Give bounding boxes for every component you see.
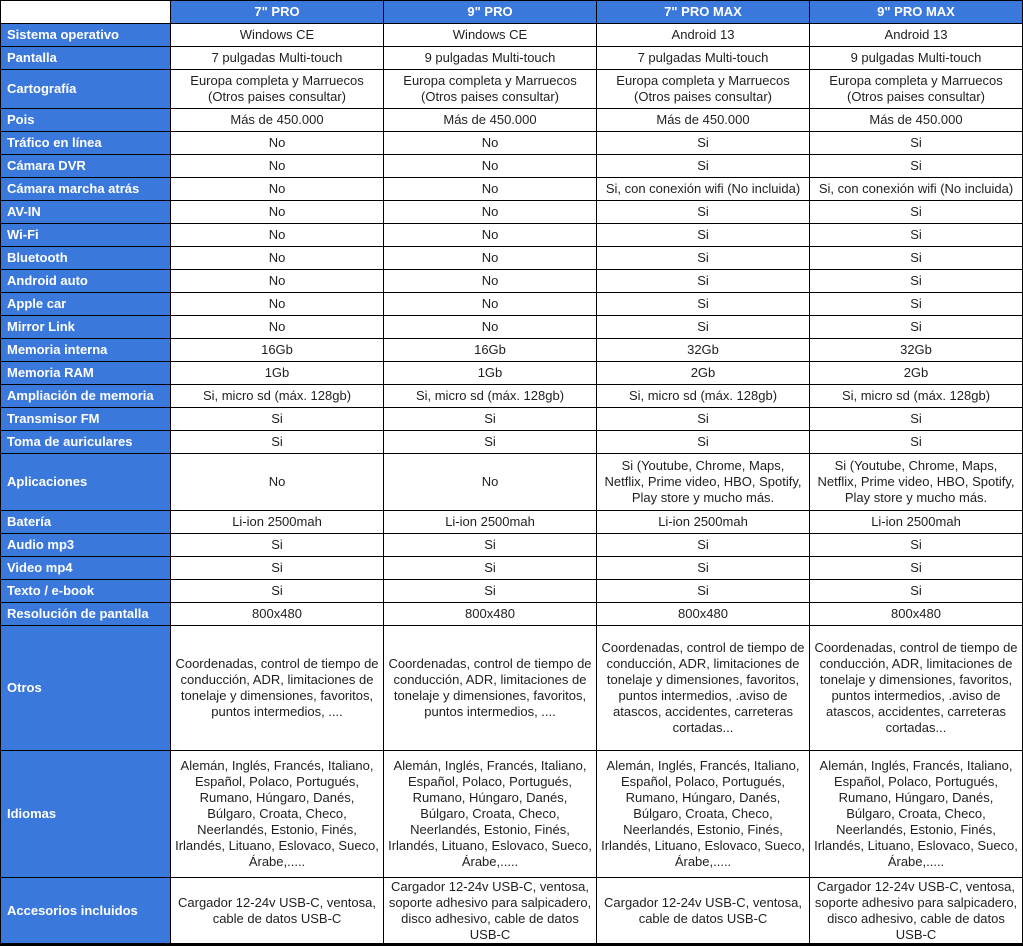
cell: Si, micro sd (máx. 128gb) xyxy=(384,385,597,408)
table-row xyxy=(1,362,1023,385)
table-row xyxy=(1,385,1023,408)
cell: Alemán, Inglés, Francés, Italiano, Español, Polaco, Portugués, Rumano, Húngaro, Danés, Búlgaro, Croata, Checo, Neerlandés, Estonio, Finés, Irlandés, Lituano, Eslovaco, Sueco, Árabe,..... xyxy=(171,751,384,878)
cell: No xyxy=(384,224,597,247)
row-label: Accesorios incluidos xyxy=(1,878,171,945)
table-row xyxy=(1,626,1023,751)
cell: No xyxy=(384,293,597,316)
cell: Si, con conexión wifi (No incluida) xyxy=(810,178,1023,201)
cell: 9 pulgadas Multi-touch xyxy=(810,47,1023,70)
cell: No xyxy=(384,155,597,178)
row-label: Cámara marcha atrás xyxy=(1,178,171,201)
column-header-7-pro-max: 7" PRO MAX xyxy=(597,1,810,24)
row-label: Pois xyxy=(1,109,171,132)
cell: No xyxy=(171,224,384,247)
cell: No xyxy=(171,178,384,201)
cell: Si xyxy=(597,431,810,454)
cell: Coordenadas, control de tiempo de conducción, ADR, limitaciones de tonelaje y dimensiones, favoritos, puntos intermedios, .aviso de atascos, accidentes, carreteras cortadas... xyxy=(810,626,1023,751)
cell: Cargador 12-24v USB-C, ventosa, soporte adhesivo para salpicadero, disco adhesivo, cable de datos USB-C xyxy=(810,878,1023,945)
row-label: Mirror Link xyxy=(1,316,171,339)
cell: 800x480 xyxy=(810,603,1023,626)
cell: No xyxy=(171,132,384,155)
cell: No xyxy=(171,293,384,316)
cell: Si xyxy=(597,408,810,431)
cell: Si xyxy=(810,155,1023,178)
cell: Europa completa y Marruecos (Otros paises consultar) xyxy=(384,70,597,109)
cell: Cargador 12-24v USB-C, ventosa, cable de datos USB-C xyxy=(597,878,810,945)
table-row xyxy=(1,511,1023,534)
cell: 800x480 xyxy=(384,603,597,626)
table-row xyxy=(1,247,1023,270)
cell: Si xyxy=(384,408,597,431)
table-row xyxy=(1,878,1023,945)
cell: 1Gb xyxy=(384,362,597,385)
cell: Si xyxy=(810,293,1023,316)
column-header-7-pro: 7" PRO xyxy=(171,1,384,24)
cell: Si xyxy=(810,224,1023,247)
column-header-9-pro-max: 9" PRO MAX xyxy=(810,1,1023,24)
table-row xyxy=(1,603,1023,626)
table-row xyxy=(1,24,1023,47)
cell: 1Gb xyxy=(171,362,384,385)
row-label: Memoria RAM xyxy=(1,362,171,385)
cell: Windows CE xyxy=(171,24,384,47)
cell: No xyxy=(384,247,597,270)
row-label: Audio mp3 xyxy=(1,534,171,557)
table-row xyxy=(1,751,1023,878)
table-row xyxy=(1,293,1023,316)
row-label: Android auto xyxy=(1,270,171,293)
cell: Si xyxy=(384,534,597,557)
cell: Más de 450.000 xyxy=(597,109,810,132)
row-label: Batería xyxy=(1,511,171,534)
table-row xyxy=(1,47,1023,70)
cell: Si xyxy=(171,557,384,580)
cell: Si xyxy=(810,557,1023,580)
cell: Li-ion 2500mah xyxy=(384,511,597,534)
cell: Europa completa y Marruecos (Otros paises consultar) xyxy=(171,70,384,109)
cell: No xyxy=(171,454,384,511)
cell: Si xyxy=(597,270,810,293)
cell: Windows CE xyxy=(384,24,597,47)
cell: Android 13 xyxy=(597,24,810,47)
cell: Si xyxy=(384,580,597,603)
cell: Si xyxy=(597,224,810,247)
row-label: Toma de auriculares xyxy=(1,431,171,454)
table-row xyxy=(1,70,1023,109)
row-label: Pantalla xyxy=(1,47,171,70)
cell: No xyxy=(171,201,384,224)
row-label: Aplicaciones xyxy=(1,454,171,511)
cell: 32Gb xyxy=(810,339,1023,362)
cell: Li-ion 2500mah xyxy=(810,511,1023,534)
cell: Si xyxy=(810,580,1023,603)
cell: Si xyxy=(171,580,384,603)
cell: Cargador 12-24v USB-C, ventosa, soporte adhesivo para salpicadero, disco adhesivo, cable de datos USB-C xyxy=(384,878,597,945)
table-row xyxy=(1,454,1023,511)
cell: Si (Youtube, Chrome, Maps, Netflix, Prime video, HBO, Spotify, Play store y mucho más. xyxy=(810,454,1023,511)
row-label: Memoria interna xyxy=(1,339,171,362)
cell: Li-ion 2500mah xyxy=(171,511,384,534)
cell: Si xyxy=(597,155,810,178)
cell: 32Gb xyxy=(597,339,810,362)
cell: Si xyxy=(597,557,810,580)
cell: Si xyxy=(810,201,1023,224)
cell: Si xyxy=(810,132,1023,155)
cell: Si, con conexión wifi (No incluida) xyxy=(597,178,810,201)
cell: 16Gb xyxy=(171,339,384,362)
cell: Más de 450.000 xyxy=(384,109,597,132)
cell: Si xyxy=(171,534,384,557)
table-row xyxy=(1,339,1023,362)
cell: Si xyxy=(810,534,1023,557)
table-row xyxy=(1,431,1023,454)
cell: Si, micro sd (máx. 128gb) xyxy=(810,385,1023,408)
row-label: Texto / e-book xyxy=(1,580,171,603)
cell: Coordenadas, control de tiempo de conducción, ADR, limitaciones de tonelaje y dimensiones, favoritos, puntos intermedios, .... xyxy=(171,626,384,751)
cell: Si xyxy=(597,316,810,339)
table-row xyxy=(1,534,1023,557)
cell: No xyxy=(171,270,384,293)
cell: Si xyxy=(810,408,1023,431)
cell: Coordenadas, control de tiempo de conducción, ADR, limitaciones de tonelaje y dimensiones, favoritos, puntos intermedios, .aviso de atascos, accidentes, carreteras cortadas... xyxy=(597,626,810,751)
cell: Si xyxy=(810,270,1023,293)
cell: No xyxy=(384,270,597,293)
cell: No xyxy=(384,178,597,201)
cell: 7 pulgadas Multi-touch xyxy=(597,47,810,70)
row-label: Idiomas xyxy=(1,751,171,878)
cell: Si, micro sd (máx. 128gb) xyxy=(171,385,384,408)
cell: Si xyxy=(597,201,810,224)
cell: Si xyxy=(810,247,1023,270)
cell: Si xyxy=(597,247,810,270)
table-row xyxy=(1,316,1023,339)
row-label: Bluetooth xyxy=(1,247,171,270)
cell: Si xyxy=(171,408,384,431)
cell: Coordenadas, control de tiempo de conducción, ADR, limitaciones de tonelaje y dimensiones, favoritos, puntos intermedios, .... xyxy=(384,626,597,751)
cell: Alemán, Inglés, Francés, Italiano, Español, Polaco, Portugués, Rumano, Húngaro, Danés, Búlgaro, Croata, Checo, Neerlandés, Estonio, Finés, Irlandés, Lituano, Eslovaco, Sueco, Árabe,..... xyxy=(597,751,810,878)
row-label: Ampliación de memoria xyxy=(1,385,171,408)
cell: Li-ion 2500mah xyxy=(597,511,810,534)
cell: Más de 450.000 xyxy=(171,109,384,132)
cell: No xyxy=(384,132,597,155)
table-row xyxy=(1,201,1023,224)
row-label: Transmisor FM xyxy=(1,408,171,431)
cell: 2Gb xyxy=(810,362,1023,385)
row-label: AV-IN xyxy=(1,201,171,224)
table-row xyxy=(1,155,1023,178)
cell: Alemán, Inglés, Francés, Italiano, Español, Polaco, Portugués, Rumano, Húngaro, Danés, Búlgaro, Croata, Checo, Neerlandés, Estonio, Finés, Irlandés, Lituano, Eslovaco, Sueco, Árabe,..... xyxy=(810,751,1023,878)
cell: 800x480 xyxy=(171,603,384,626)
cell: 9 pulgadas Multi-touch xyxy=(384,47,597,70)
header-row xyxy=(1,1,1023,24)
cell: Alemán, Inglés, Francés, Italiano, Español, Polaco, Portugués, Rumano, Húngaro, Danés, Búlgaro, Croata, Checo, Neerlandés, Estonio, Finés, Irlandés, Lituano, Eslovaco, Sueco, Árabe,..... xyxy=(384,751,597,878)
cell: Más de 450.000 xyxy=(810,109,1023,132)
table-row xyxy=(1,109,1023,132)
row-label: Wi-Fi xyxy=(1,224,171,247)
cell: Si xyxy=(810,316,1023,339)
cell: No xyxy=(384,316,597,339)
table-row xyxy=(1,132,1023,155)
table-row xyxy=(1,270,1023,293)
cell: No xyxy=(384,454,597,511)
cell: 7 pulgadas Multi-touch xyxy=(171,47,384,70)
cell: Si xyxy=(384,557,597,580)
cell: Cargador 12-24v USB-C, ventosa, cable de datos USB-C xyxy=(171,878,384,945)
cell: Si xyxy=(597,293,810,316)
cell: Si (Youtube, Chrome, Maps, Netflix, Prime video, HBO, Spotify, Play store y mucho más. xyxy=(597,454,810,511)
row-label: Sistema operativo xyxy=(1,24,171,47)
cell: No xyxy=(171,316,384,339)
row-label: Cámara DVR xyxy=(1,155,171,178)
cell: No xyxy=(384,201,597,224)
table-row xyxy=(1,408,1023,431)
table-row xyxy=(1,178,1023,201)
row-label: Resolución de pantalla xyxy=(1,603,171,626)
cell: No xyxy=(171,155,384,178)
cell: No xyxy=(171,247,384,270)
corner-cell xyxy=(1,1,171,24)
row-label: Otros xyxy=(1,626,171,751)
row-label: Cartografía xyxy=(1,70,171,109)
cell: Europa completa y Marruecos (Otros paises consultar) xyxy=(597,70,810,109)
row-label: Tráfico en línea xyxy=(1,132,171,155)
cell: Android 13 xyxy=(810,24,1023,47)
row-label: Apple car xyxy=(1,293,171,316)
table-row xyxy=(1,580,1023,603)
cell: Europa completa y Marruecos (Otros paises consultar) xyxy=(810,70,1023,109)
cell: Si xyxy=(384,431,597,454)
table-row xyxy=(1,224,1023,247)
cell: Si xyxy=(171,431,384,454)
cell: 800x480 xyxy=(597,603,810,626)
cell: Si xyxy=(597,132,810,155)
cell: 2Gb xyxy=(597,362,810,385)
table-row xyxy=(1,557,1023,580)
cell: Si xyxy=(810,431,1023,454)
cell: Si, micro sd (máx. 128gb) xyxy=(597,385,810,408)
cell: Si xyxy=(597,534,810,557)
row-label: Video mp4 xyxy=(1,557,171,580)
column-header-9-pro: 9" PRO xyxy=(384,1,597,24)
cell: 16Gb xyxy=(384,339,597,362)
cell: Si xyxy=(597,580,810,603)
